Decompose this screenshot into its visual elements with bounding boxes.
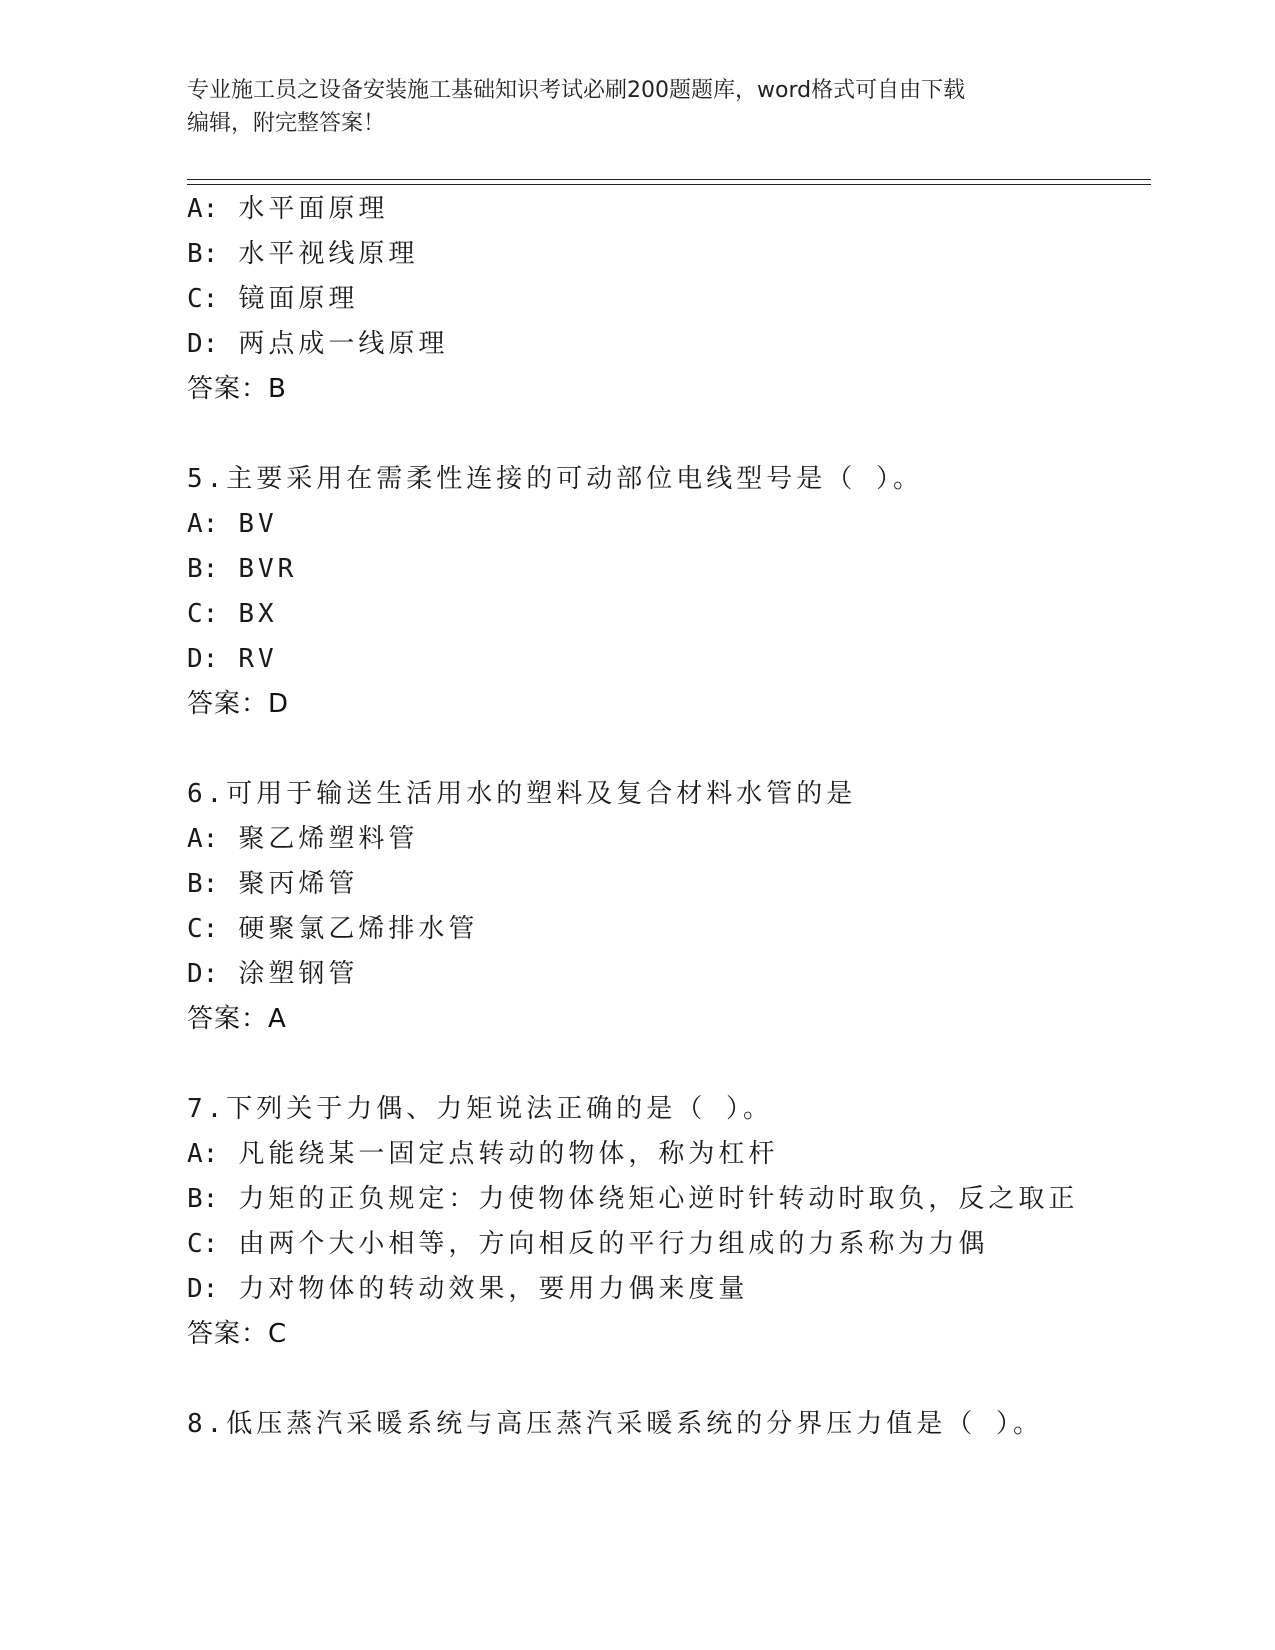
q7-option-c-text: 由两个大小相等，方向相反的平行力组成的力系称为力偶 bbox=[238, 1229, 989, 1259]
q7-option-b-label: B: bbox=[187, 1184, 219, 1214]
q5-option-a-text: BV bbox=[238, 509, 278, 539]
q5-option-b bbox=[187, 553, 297, 585]
q4-option-c-text: 镜面原理 bbox=[238, 284, 359, 314]
q5-option-c bbox=[187, 598, 278, 630]
q4-option-c-label: C: bbox=[187, 284, 219, 314]
q7-option-d bbox=[187, 1273, 748, 1305]
q5-option-b-label: B: bbox=[187, 554, 219, 584]
header-divider-bottom bbox=[187, 184, 1151, 185]
q7-option-a bbox=[187, 1138, 778, 1170]
q5-option-b-text: BVR bbox=[238, 554, 298, 584]
q5-option-a bbox=[187, 508, 278, 540]
q6-option-d bbox=[187, 958, 358, 990]
q7-option-c bbox=[187, 1228, 988, 1260]
q5-option-c-label: C: bbox=[187, 599, 219, 629]
q6-option-a bbox=[187, 823, 418, 855]
q6-option-d-label: D: bbox=[187, 959, 219, 989]
q4-option-d-label: D: bbox=[187, 329, 219, 359]
q6-option-c bbox=[187, 913, 478, 945]
q4-option-b bbox=[187, 238, 418, 270]
q4-option-b-text: 水平视线原理 bbox=[238, 239, 419, 269]
q6-question: 6.可用于输送生活用水的塑料及复合材料水管的是 bbox=[187, 779, 857, 809]
q5-option-d-text: RV bbox=[238, 644, 278, 674]
q7-option-d-label: D: bbox=[187, 1274, 219, 1304]
header-title-line-1: 专业施工员之设备安装施工基础知识考试必刷200题题库，word格式可自由下载 bbox=[187, 78, 966, 103]
q6-option-a-label: A: bbox=[187, 824, 219, 854]
q4-option-a bbox=[187, 193, 388, 225]
q5-option-d-label: D: bbox=[187, 644, 219, 674]
q5-option-c-text: BX bbox=[238, 599, 278, 629]
q6-answer: 答案：A bbox=[187, 1004, 287, 1034]
q5-answer: 答案：D bbox=[187, 689, 290, 719]
q5-question: 5.主要采用在需柔性连接的可动部位电线型号是（ ）。 bbox=[187, 464, 923, 494]
q6-option-b-text: 聚丙烯管 bbox=[238, 869, 359, 899]
document-header bbox=[187, 74, 1087, 140]
q7-option-c-label: C: bbox=[187, 1229, 219, 1259]
q6-option-b bbox=[187, 868, 358, 900]
q5-option-a-label: A: bbox=[187, 509, 219, 539]
q4-option-b-label: B: bbox=[187, 239, 219, 269]
q7-question: 7.下列关于力偶、力矩说法正确的是（ ）。 bbox=[187, 1094, 773, 1124]
q4-answer: 答案：B bbox=[187, 374, 287, 404]
q6-option-c-label: C: bbox=[187, 914, 219, 944]
q4-option-a-label: A: bbox=[187, 194, 219, 224]
q4-option-d-text: 两点成一线原理 bbox=[238, 329, 449, 359]
q8-question: 8.低压蒸汽采暖系统与高压蒸汽采暖系统的分界压力值是（ ）。 bbox=[187, 1409, 1043, 1439]
q6-option-d-text: 涂塑钢管 bbox=[238, 959, 359, 989]
q4-option-c bbox=[187, 283, 358, 315]
q5-option-d bbox=[187, 643, 278, 675]
q6-option-c-text: 硬聚氯乙烯排水管 bbox=[238, 914, 479, 944]
q4-option-a-text: 水平面原理 bbox=[238, 194, 389, 224]
header-title-line-2: 编辑，附完整答案！ bbox=[187, 111, 386, 136]
q7-option-b bbox=[187, 1183, 1078, 1215]
q4-option-d bbox=[187, 328, 448, 360]
header-divider-top bbox=[187, 179, 1151, 180]
q7-answer: 答案：C bbox=[187, 1319, 288, 1349]
q7-option-d-text: 力对物体的转动效果，要用力偶来度量 bbox=[238, 1274, 749, 1304]
q6-option-a-text: 聚乙烯塑料管 bbox=[238, 824, 419, 854]
q7-option-a-text: 凡能绕某一固定点转动的物体，称为杠杆 bbox=[238, 1139, 779, 1169]
q6-option-b-label: B: bbox=[187, 869, 219, 899]
q7-option-b-text: 力矩的正负规定：力使物体绕矩心逆时针转动时取负，反之取正 bbox=[238, 1184, 1079, 1214]
q7-option-a-label: A: bbox=[187, 1139, 219, 1169]
